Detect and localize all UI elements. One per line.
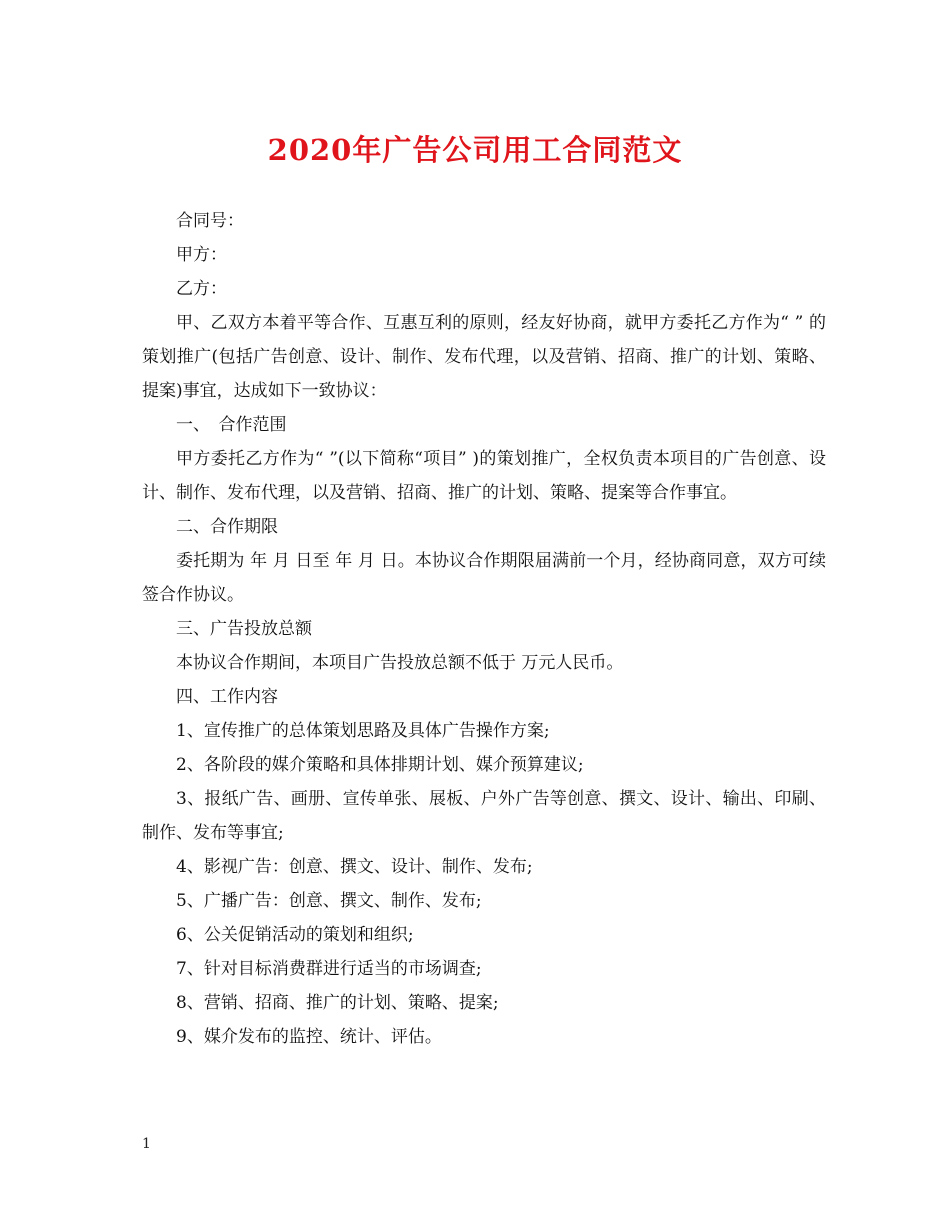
budget-paragraph: 本协议合作期间，本项目广告投放总额不低于 万元人民币。 xyxy=(176,653,624,673)
section-heading-budget: 三、广告投放总额 xyxy=(176,619,312,639)
party-a-line: 甲方： xyxy=(176,245,227,265)
term-paragraph: 委托期为 年 月 日至 年 月 日。本协议合作期限届满前一个月，经协商同意，双方可续签合作协议。 xyxy=(142,551,826,605)
section-heading-work: 四、工作内容 xyxy=(176,687,278,707)
party-b-line: 乙方： xyxy=(176,279,227,299)
work-item: 8、营销、招商、推广的计划、策略、提案; xyxy=(176,993,499,1013)
work-item: 3、报纸广告、画册、宣传单张、展板、户外广告等创意、撰文、设计、输出、印刷、制作、发布等事宜; xyxy=(142,789,826,843)
work-item: 6、公关促销活动的策划和组织; xyxy=(176,925,414,945)
work-item: 1、宣传推广的总体策划思路及具体广告操作方案; xyxy=(176,721,550,741)
intro-paragraph: 甲、乙双方本着平等合作、互惠互利的原则，经友好协商，就甲方委托乙方作为“ ” 的策划推广(包括广告创意、设计、制作、发布代理，以及营销、招商、推广的计划、策略、提案)事宜，达成如下一致协议： xyxy=(142,313,826,401)
work-item: 7、针对目标消费群进行适当的市场调查; xyxy=(176,959,482,979)
work-item: 4、影视广告：创意、撰文、设计、制作、发布; xyxy=(176,857,533,877)
work-item: 5、广播广告：创意、撰文、制作、发布; xyxy=(176,891,482,911)
contract-number-line: 合同号： xyxy=(176,211,244,231)
page-number: 1 xyxy=(142,1136,151,1152)
scope-paragraph: 甲方委托乙方作为“ ”(以下简称“项目” )的策划推广，全权负责本项目的广告创意、设计、制作、发布代理，以及营销、招商、推广的计划、策略、提案等合作事宜。 xyxy=(142,449,826,503)
document-title: 2020年广告公司用工合同范文 xyxy=(267,133,683,167)
work-item: 2、各阶段的媒介策略和具体排期计划、媒介预算建议; xyxy=(176,755,584,775)
document-body xyxy=(142,204,826,1054)
work-item: 9、媒介发布的监控、统计、评估。 xyxy=(176,1027,442,1047)
section-heading-term: 二、合作期限 xyxy=(176,517,278,537)
section-heading-scope: 一、 合作范围 xyxy=(176,415,287,435)
